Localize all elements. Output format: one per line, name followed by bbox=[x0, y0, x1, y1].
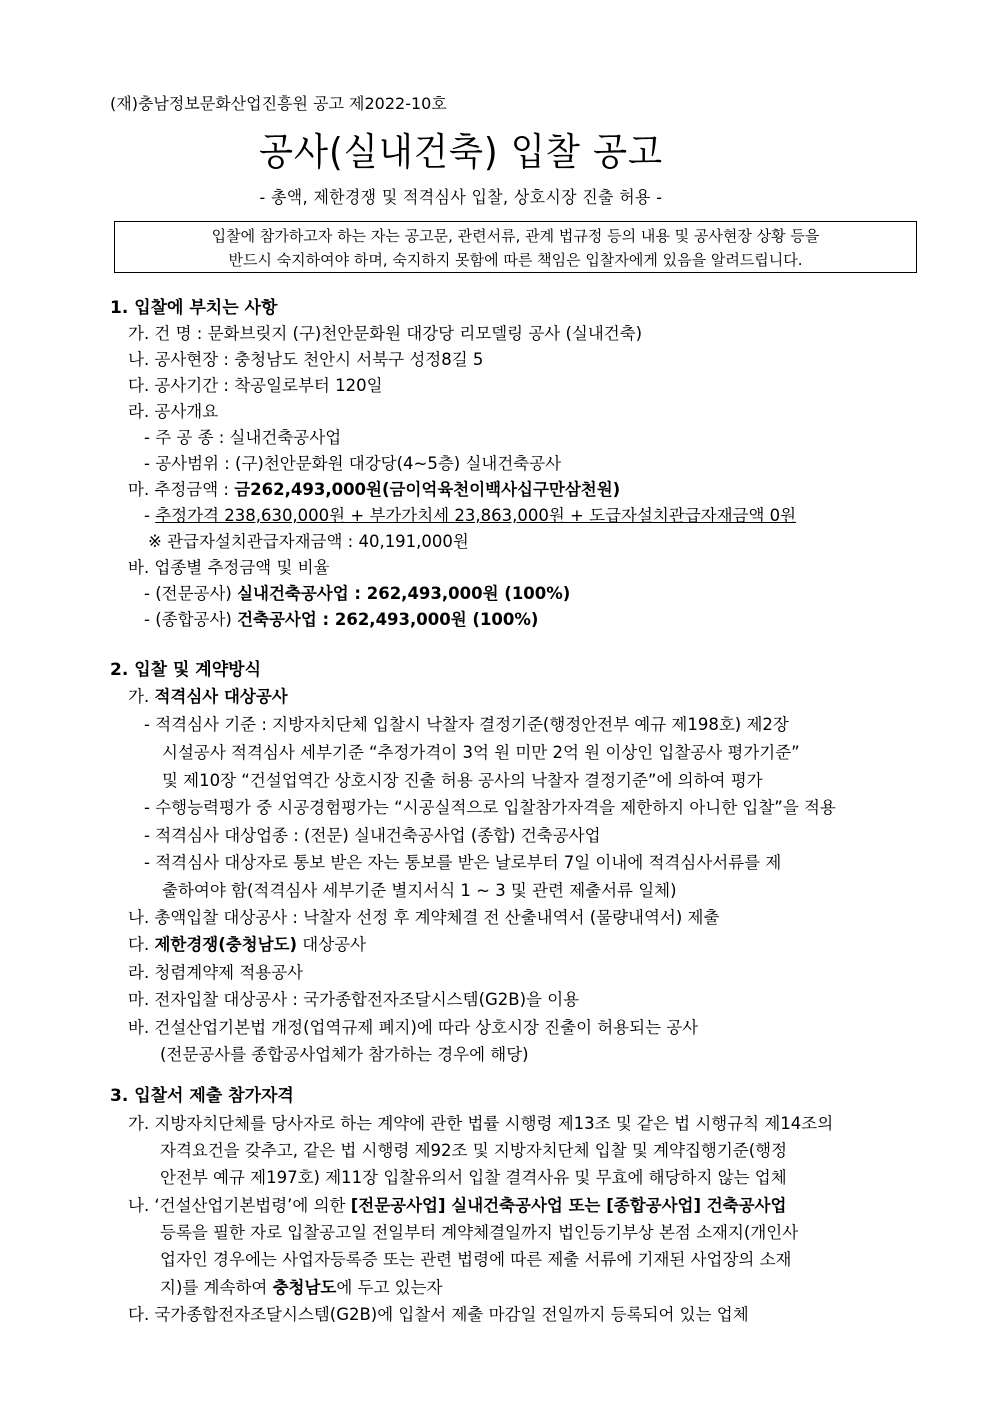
s2-item-na: 나. 총액입찰 대상공사 : 낙찰자 선정 후 계약체결 전 산출내역서 (물량내역서) 제출 bbox=[128, 908, 720, 927]
s2-item-ma: 마. 전자입찰 대상공사 : 국가종합전자조달시스템(G2B)을 이용 bbox=[128, 990, 580, 1009]
s1-item-ra: 라. 공사개요 bbox=[128, 402, 219, 421]
s2-item-da-rest: 대상공사 bbox=[297, 935, 367, 954]
s1-item-ma-1-text: 추정가격 238,630,000원 + 부가가치세 23,863,000원 + 도급자설치관급자재금액 0원 bbox=[155, 506, 797, 525]
notice-box-line-2: 반드시 숙지하여야 하며, 숙지하지 못함에 따른 책임은 입찰자에게 있음을 알려드립니다. bbox=[228, 251, 803, 269]
s2-item-ba-line-2: (전문공사를 종합공사업체가 참가하는 경우에 해당) bbox=[160, 1045, 529, 1064]
s2-item-da bbox=[128, 934, 366, 956]
s3-item-na-l4-rest: 에 두고 있는자 bbox=[336, 1278, 443, 1297]
s3-item-ga-line-1: 가. 지방자치단체를 당사자로 하는 계약에 관한 법률 시행령 제13조 및 같은 법 시행규칙 제14조의 bbox=[128, 1114, 834, 1133]
s1-item-ba-2-text: 건축공사업 : 262,493,000원 (100%) bbox=[237, 610, 539, 629]
s3-item-na-line-4 bbox=[160, 1277, 442, 1299]
notice-box bbox=[114, 221, 917, 273]
s2-item-ga-1-line-1: - 적격심사 기준 : 지방자치단체 입찰시 낙찰자 결정기준(행정안전부 예규 제198호) 제2장 bbox=[144, 715, 789, 734]
s1-item-ba: 바. 업종별 추정금액 및 비율 bbox=[128, 558, 330, 577]
s3-item-ga-line-2: 자격요건을 갖추고, 같은 법 시행령 제92조 및 지방자치단체 입찰 및 계약집행기준(행정 bbox=[160, 1141, 788, 1160]
s2-item-ga-4-line-1: - 적격심사 대상자로 통보 받은 자는 통보를 받은 날로부터 7일 이내에 적격심사서류를 제 bbox=[144, 853, 782, 872]
s1-item-ba-2-prefix: - (종합공사) bbox=[144, 610, 238, 629]
s1-item-ba-1-text: 실내건축공사업 : 262,493,000원 (100%) bbox=[237, 584, 571, 603]
s1-item-ra-2: - 공사범위 : (구)천안문화원 대강당(4~5층) 실내건축공사 bbox=[144, 454, 562, 473]
s2-item-ga-2: - 수행능력평가 중 시공경험평가는 “시공실적으로 입찰참가자격을 제한하지 아니한 입찰”을 적용 bbox=[144, 798, 836, 817]
s3-item-na-l4-bold: 충청남도 bbox=[272, 1278, 337, 1297]
s1-item-na: 나. 공사현장 : 충청남도 천안시 서북구 성정8길 5 bbox=[128, 350, 484, 369]
s3-item-na-bold: [전문공사업] 실내건축공사업 또는 [종합공사업] 건축공사업 bbox=[350, 1196, 787, 1215]
s3-item-na-line-2: 등록을 필한 자로 입찰공고일 전일부터 계약체결일까지 법인등기부상 본점 소재지(개인사 bbox=[160, 1223, 799, 1242]
s1-item-ba-1-prefix: - (전문공사) bbox=[144, 584, 238, 603]
s2-item-ga bbox=[128, 686, 288, 708]
s2-item-ga-3: - 적격심사 대상업종 : (전문) 실내건축공사업 (종합) 건축공사업 bbox=[144, 826, 601, 845]
page-subtitle: - 총액, 제한경쟁 및 적격심사 입찰, 상호시장 진출 허용 - bbox=[259, 188, 663, 208]
s1-item-ma-2: ※ 관급자설치관급자재금액 : 40,191,000원 bbox=[148, 532, 469, 551]
s2-item-ra: 라. 청렴계약제 적용공사 bbox=[128, 963, 304, 982]
s1-item-ma-1-dash: - bbox=[144, 506, 156, 525]
section-2-heading: 2. 입찰 및 계약방식 bbox=[110, 660, 261, 680]
s3-item-ga-line-3: 안전부 예규 제197호) 제11장 입찰유의서 입찰 결격사유 및 무효에 해당하지 않는 업체 bbox=[160, 1168, 787, 1187]
s1-item-ba-1 bbox=[144, 583, 570, 605]
s1-item-da: 다. 공사기간 : 착공일로부터 120일 bbox=[128, 376, 383, 395]
s1-item-ga: 가. 건 명 : 문화브릿지 (구)천안문화원 대강당 리모델링 공사 (실내건축) bbox=[128, 324, 643, 343]
s3-item-da: 다. 국가종합전자조달시스템(G2B)에 입찰서 제출 마감일 전일까지 등록되어 있는 업체 bbox=[128, 1305, 749, 1324]
notice-box-line-1: 입찰에 참가하고자 하는 자는 공고문, 관련서류, 관계 법규정 등의 내용 및 공사현장 상황 등을 bbox=[211, 227, 820, 245]
s2-item-ga-text: 적격심사 대상공사 bbox=[154, 687, 288, 706]
s3-item-na-line-3: 업자인 경우에는 사업자등록증 또는 관련 법령에 따른 제출 서류에 기재된 사업장의 소재 bbox=[160, 1250, 792, 1269]
s2-item-da-prefix: 다. bbox=[128, 935, 155, 954]
s1-item-ma-amount: 금262,493,000원(금이억육천이백사십구만삼천원) bbox=[234, 480, 621, 499]
s1-item-ma bbox=[128, 479, 620, 501]
s2-item-ga-1-line-3: 및 제10장 “건설업역간 상호시장 진출 허용 공사의 낙찰자 결정기준”에 의하여 평가 bbox=[162, 771, 763, 790]
s2-item-ga-prefix: 가. bbox=[128, 687, 155, 706]
s1-item-ma-prefix: 마. 추정금액 : bbox=[128, 480, 235, 499]
s2-item-ga-1-line-2: 시설공사 적격심사 세부기준 “추정가격이 3억 원 미만 2억 원 이상인 입찰공사 평가기준” bbox=[162, 743, 800, 762]
s1-item-ba-2 bbox=[144, 609, 538, 631]
s3-item-na-prefix: 나. ‘건설산업기본법령’에 의한 bbox=[128, 1196, 351, 1215]
s1-item-ra-1: - 주 공 종 : 실내건축공사업 bbox=[144, 428, 342, 447]
s3-item-na-l4-prefix: 지)를 계속하여 bbox=[160, 1278, 273, 1297]
s3-item-na-line-1 bbox=[128, 1195, 786, 1217]
section-3-heading: 3. 입찰서 제출 참가자격 bbox=[110, 1086, 294, 1106]
s2-item-da-bold: 제한경쟁(충청남도) bbox=[154, 935, 298, 954]
s1-item-ma-1 bbox=[144, 505, 796, 527]
s2-item-ga-4-line-2: 출하여야 함(적격심사 세부기준 별지서식 1 ~ 3 및 관련 제출서류 일체) bbox=[162, 881, 677, 900]
section-1-heading: 1. 입찰에 부치는 사항 bbox=[110, 298, 278, 318]
s2-item-ba-line-1: 바. 건설산업기본법 개정(업역규제 폐지)에 따라 상호시장 진출이 허용되는 공사 bbox=[128, 1018, 699, 1037]
notice-number: (재)충남정보문화산업진흥원 공고 제2022-10호 bbox=[110, 94, 447, 113]
page-title: 공사(실내건축) 입찰 공고 bbox=[258, 130, 664, 174]
